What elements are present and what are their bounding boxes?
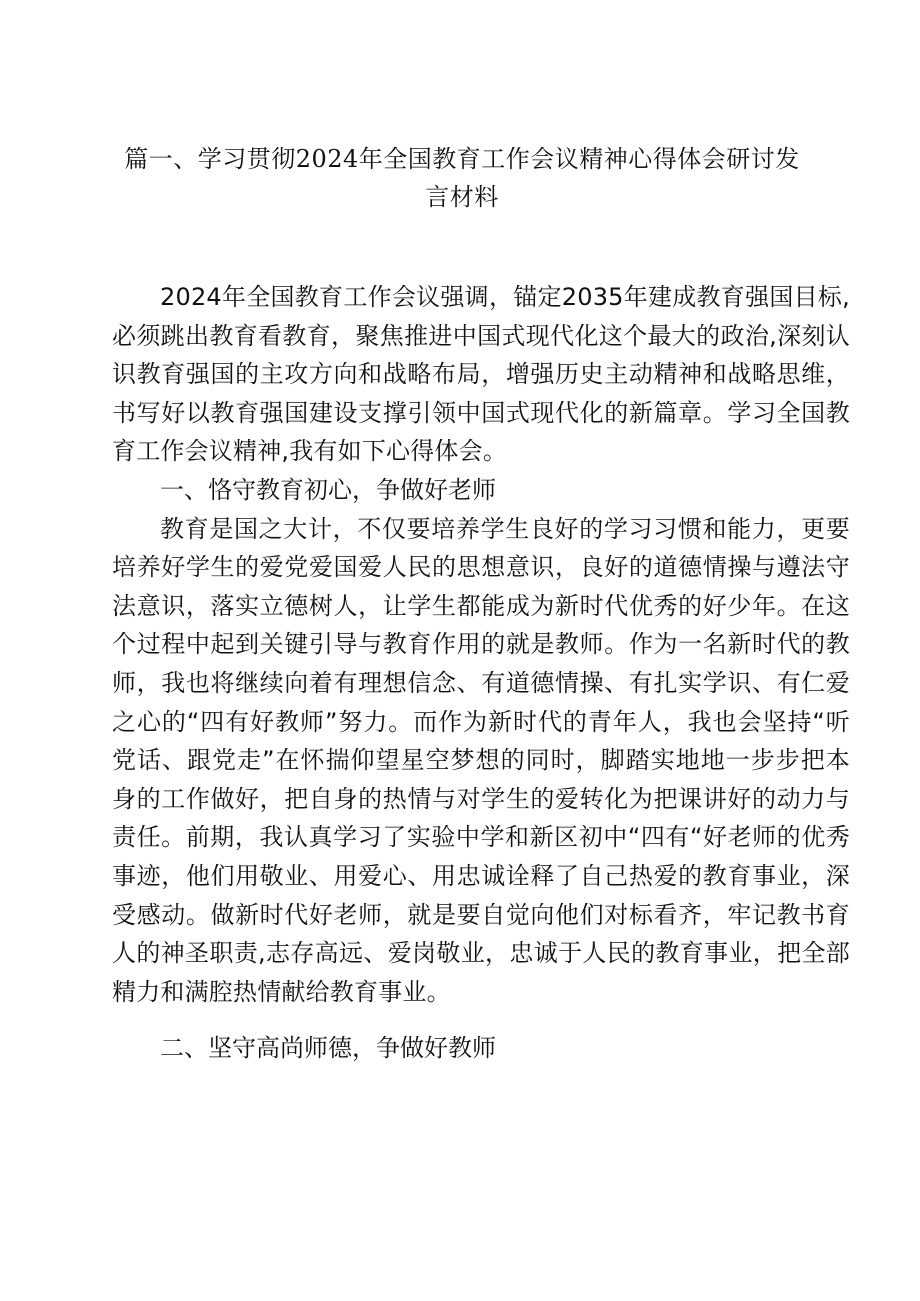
section-1-paragraph: 教育是国之大计，不仅要培养学生良好的学习习惯和能力，更要培养好学生的爱党爱国爱人民的思想意识，良好的道德情操与遵法守法意识，落实立德树人，让学生都能成为新时代优秀的好少年。在这个过程中起到关键引导与教育作用的就是教师。作为一名新时代的教师，我也将继续向着有理想信念、有道德情操、有扎实学识、有仁爱之心的“四有好教师”努力。而作为新时代的青年人，我也会坚持“听党话、跟党走”在怀揣仰望星空梦想的同时，脚踏实地地一步步把本身的工作做好，把自身的热情与对学生的爱转化为把课讲好的动力与责任。前期，我认真学习了实验中学和新区初中“四有“好老师的优秀事迹，他们用敬业、用爱心、用忠诚诠释了自己热爱的教育事业，深受感动。做新时代好老师，就是要自觉向他们对标看齐，牢记教书育人的神圣职责,志存高远、爱岗敬业，忠诚于人民的教育事业，把全部精力和满腔热情献给教育事业。 — [112, 514, 850, 1006]
intro-paragraph: 2024年全国教育工作会议强调，锚定2035年建成教育强国目标,必须跳出教育看教育，聚焦推进中国式现代化这个最大的政治,深刻认识教育强国的主攻方向和战略布局，增强历史主动精神和战略思维，书写好以教育强国建设支撑引领中国式现代化的新篇章。学习全国教育工作会议精神,我有如下心得体会。 — [112, 283, 850, 466]
document-body — [112, 278, 850, 1068]
section-heading-1: 一、恪守教育初心，争做好老师 — [160, 475, 496, 504]
paragraph-gap — [112, 1011, 850, 1029]
document-title: 篇一、学习贯彻2024年全国教育工作会议精神心得体会研讨发言材料 — [124, 145, 800, 211]
section-heading-2: 二、坚守高尚师德，争做好教师 — [160, 1034, 496, 1063]
